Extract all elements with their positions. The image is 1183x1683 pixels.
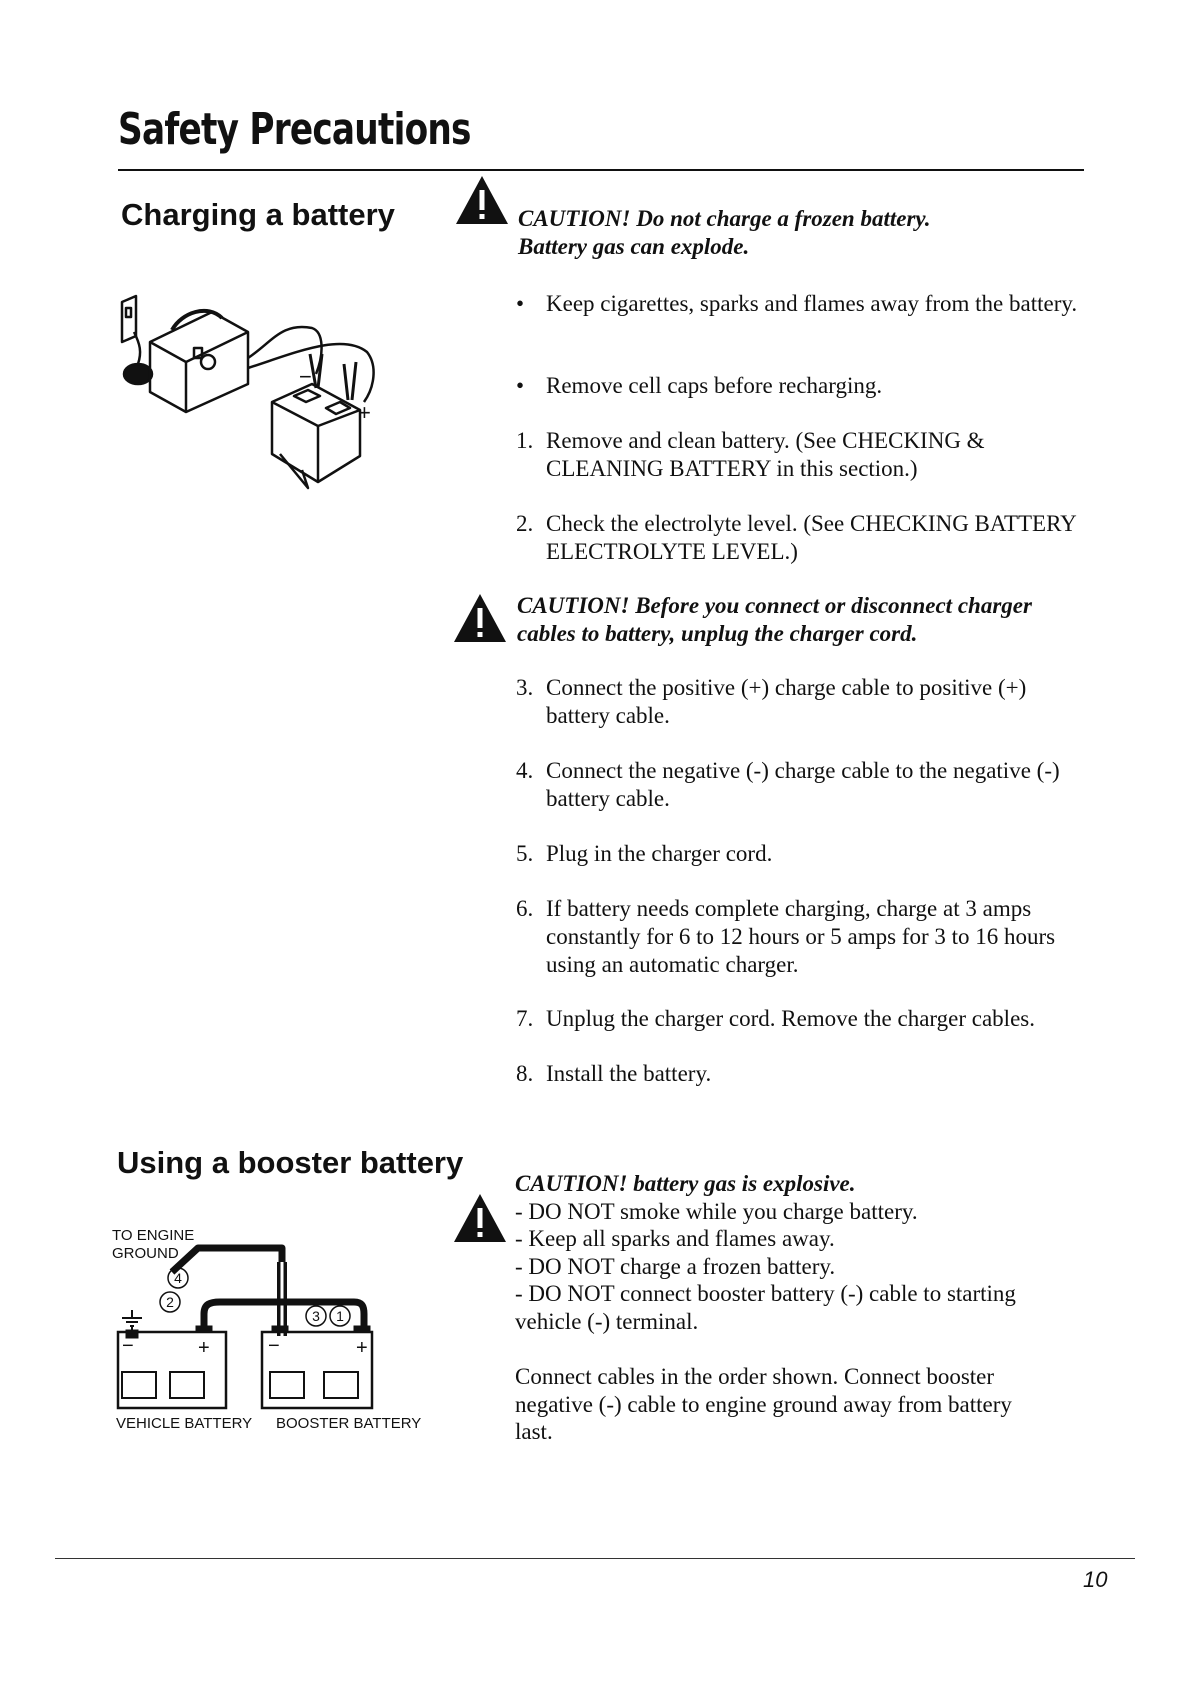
list-item-text: Plug in the charger cord. xyxy=(546,841,773,866)
step-2-number: 2 xyxy=(166,1294,174,1310)
charger-body xyxy=(150,312,248,412)
step-3-number: 3 xyxy=(312,1308,320,1324)
paragraph-line: Connect cables in the order shown. Connect booster xyxy=(515,1364,995,1389)
list-item-text: Keep cigarettes, sparks and flames away from the battery. xyxy=(546,291,1078,316)
wall-outlet xyxy=(122,296,136,342)
bullet-marker: • xyxy=(516,373,525,398)
list-item xyxy=(516,757,1086,813)
negative-terminal-label: − xyxy=(299,364,312,389)
caution-line: - Keep all sparks and flames away. xyxy=(515,1226,835,1251)
list-item-text: Connect the positive (+) charge cable to positive (+) battery cable. xyxy=(546,675,1027,728)
list-item-text: If battery needs complete charging, charge at 3 amps constantly for 6 to 12 hours or 5 amps for 3 to 16 hours using an automatic charger. xyxy=(546,896,1056,977)
ground-symbol xyxy=(122,1310,142,1326)
booster-instructions xyxy=(515,1170,1075,1446)
booster-battery-label: BOOSTER BATTERY xyxy=(276,1415,422,1432)
engine-ground-label: TO ENGINE xyxy=(112,1227,195,1244)
caution-line: - DO NOT smoke while you charge battery. xyxy=(515,1198,918,1224)
step-number: 4. xyxy=(516,758,534,783)
list-item xyxy=(516,1060,1086,1088)
warning-icon xyxy=(454,174,510,226)
caution-line: - DO NOT connect booster battery (-) cable to starting xyxy=(515,1281,1016,1306)
caution-line: CAUTION! Do not charge a frozen battery. xyxy=(518,206,931,231)
caution-line: Battery gas can explode. xyxy=(518,234,750,259)
page-title: Safety Precautions xyxy=(118,104,471,155)
caution-line: vehicle (-) terminal. xyxy=(515,1308,699,1334)
caution-title: CAUTION! battery gas is explosive. xyxy=(515,1171,856,1196)
positive-clamp xyxy=(344,362,356,400)
charger-plug xyxy=(124,364,152,384)
caution-unplug-charger xyxy=(517,592,1032,648)
step-number: 3. xyxy=(516,675,534,700)
caution-line: - DO NOT charge a frozen battery. xyxy=(515,1253,836,1279)
vehicle-positive-sign: + xyxy=(198,1337,210,1359)
booster-heading: Using a booster battery xyxy=(117,1145,464,1180)
list-item-text: Check the electrolyte level. (See CHECKING BATTERY ELECTROLYTE LEVEL.) xyxy=(546,511,1076,564)
step-number: 2. xyxy=(516,511,534,536)
list-item xyxy=(516,427,1086,483)
positive-terminal-label: + xyxy=(358,400,371,425)
list-item xyxy=(516,510,1086,566)
list-item xyxy=(516,1005,1086,1033)
warning-icon xyxy=(452,592,508,644)
list-item xyxy=(516,895,1086,979)
step-4-number: 4 xyxy=(174,1270,182,1286)
booster-positive-sign: + xyxy=(356,1337,368,1359)
list-item xyxy=(516,840,1086,868)
step-number: 8. xyxy=(516,1061,534,1086)
list-item-text: Remove cell caps before recharging. xyxy=(546,373,883,398)
step-number: 7. xyxy=(516,1006,534,1031)
caution-frozen-battery xyxy=(518,205,931,261)
bullet-marker: • xyxy=(516,291,525,316)
vehicle-battery xyxy=(118,1332,226,1408)
list-item-text: Remove and clean battery. (See CHECKING & CLEANING BATTERY in this section.) xyxy=(546,428,985,481)
vehicle-negative-sign: − xyxy=(122,1335,134,1357)
vehicle-battery-label: VEHICLE BATTERY xyxy=(116,1415,253,1432)
list-item xyxy=(516,674,1086,730)
list-item-text: Unplug the charger cord. Remove the charger cables. xyxy=(546,1006,1035,1031)
page-number: 10 xyxy=(1083,1567,1108,1592)
title-divider xyxy=(118,169,1084,171)
list-item-text: Connect the negative (-) charge cable to the negative (-) battery cable. xyxy=(546,758,1060,811)
booster-connection-diagram xyxy=(108,1222,428,1432)
charging-heading: Charging a battery xyxy=(121,197,395,232)
list-item xyxy=(516,290,1086,318)
booster-negative-sign: − xyxy=(268,1335,280,1357)
step-1-number: 1 xyxy=(336,1308,344,1324)
charging-battery-illustration xyxy=(112,292,412,524)
paragraph-line: last. xyxy=(515,1419,553,1444)
list-item xyxy=(516,372,1086,400)
outlet-slot xyxy=(126,308,131,317)
engine-ground-label: GROUND xyxy=(112,1245,179,1262)
paragraph-line: negative (-) cable to engine ground away from battery xyxy=(515,1391,1012,1417)
caution-line: cables to battery, unplug the charger cord. xyxy=(517,621,918,646)
step-number: 1. xyxy=(516,428,534,453)
ground-cable xyxy=(172,1248,282,1336)
caution-line: CAUTION! Before you connect or disconnect charger xyxy=(517,593,1032,618)
step-number: 5. xyxy=(516,841,534,866)
warning-icon xyxy=(452,1192,508,1244)
list-item-text: Install the battery. xyxy=(546,1061,712,1086)
step-number: 6. xyxy=(516,896,534,921)
footer-divider xyxy=(55,1558,1135,1559)
